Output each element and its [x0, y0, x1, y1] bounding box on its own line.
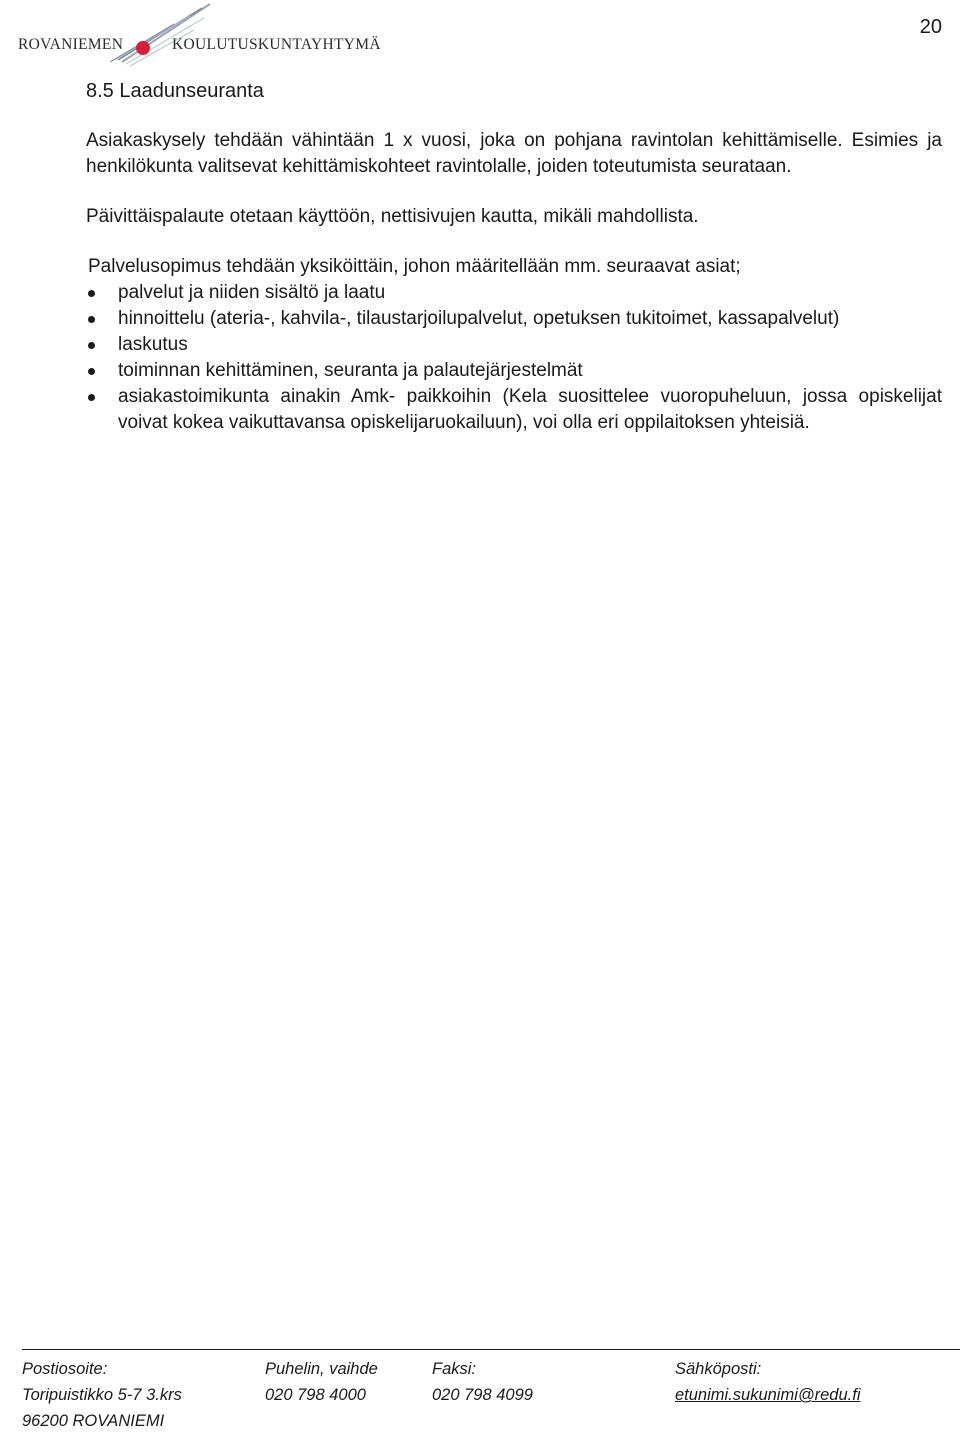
- list-item: [86, 306, 942, 332]
- footer-phone-column: [265, 1356, 378, 1408]
- footer-email-column: [675, 1356, 861, 1408]
- footer-postal-column: [22, 1356, 182, 1434]
- organization-logo: [14, 2, 381, 68]
- fax-value: 020 798 4099: [432, 1386, 533, 1404]
- list-item: [86, 384, 942, 436]
- bullet-icon: [88, 342, 95, 349]
- section-heading: 8.5 Laadunseuranta: [86, 80, 264, 102]
- list-item: [86, 332, 942, 358]
- paragraph-customer-survey: Asiakaskysely tehdään vähintään 1 x vuosi, joka on pohjana ravintolan kehittämiselle. Esimies ja henkilökunta valitsevat kehittämiskohteet ravintolalle, joiden toteutumista seurataan.: [86, 130, 942, 177]
- logo-mark-icon: [14, 2, 214, 68]
- page-number: 20: [919, 16, 942, 38]
- list-item-text: toiminnan kehittäminen, seuranta ja palautejärjestelmät: [118, 360, 583, 381]
- footer-divider: [22, 1349, 960, 1350]
- logo-text-right: KOULUTUSKUNTAYHTYMÄ: [172, 36, 381, 53]
- postal-city: 96200 ROVANIEMI: [22, 1412, 165, 1430]
- phone-label: Puhelin, vaihde: [265, 1360, 378, 1378]
- bullet-icon: [88, 316, 95, 323]
- list-item-text: palvelut ja niiden sisältö ja laatu: [118, 282, 386, 303]
- bullet-icon: [88, 394, 95, 401]
- postal-label: Postiosoite:: [22, 1360, 108, 1378]
- bullet-icon: [88, 290, 95, 297]
- fax-label: Faksi:: [432, 1360, 477, 1378]
- list-item-text: hinnoittelu (ateria-, kahvila-, tilaustarjoilupalvelut, opetuksen tukitoimet, kassapalvelut): [118, 308, 840, 329]
- postal-street: Toripuistikko 5-7 3.krs: [22, 1386, 182, 1404]
- list-intro: Palvelusopimus tehdään yksiköittäin, johon määritellään mm. seuraavat asiat;: [88, 256, 741, 277]
- phone-value: 020 798 4000: [265, 1386, 366, 1404]
- document-body: [86, 78, 942, 436]
- footer-fax-column: [432, 1356, 533, 1408]
- list-item: [86, 280, 942, 306]
- email-label: Sähköposti:: [675, 1360, 762, 1378]
- list-item-text: asiakastoimikunta ainakin Amk- paikkoihin (Kela suosittelee vuoropuheluun, jossa opiskelijat voivat kokea vaikuttavansa opiskelijaruokailuun), voi olla eri oppilaitoksen yhteisiä.: [118, 386, 942, 433]
- bullet-icon: [88, 368, 95, 375]
- email-link[interactable]: etunimi.sukunimi@redu.fi: [675, 1386, 861, 1404]
- logo-text-left: ROVANIEMEN: [18, 36, 124, 53]
- paragraph-daily-feedback: Päivittäispalaute otetaan käyttöön, nettisivujen kautta, mikäli mahdollista.: [86, 206, 699, 227]
- list-item: [86, 358, 942, 384]
- service-agreement-list: [86, 280, 942, 436]
- list-item-text: laskutus: [118, 334, 188, 355]
